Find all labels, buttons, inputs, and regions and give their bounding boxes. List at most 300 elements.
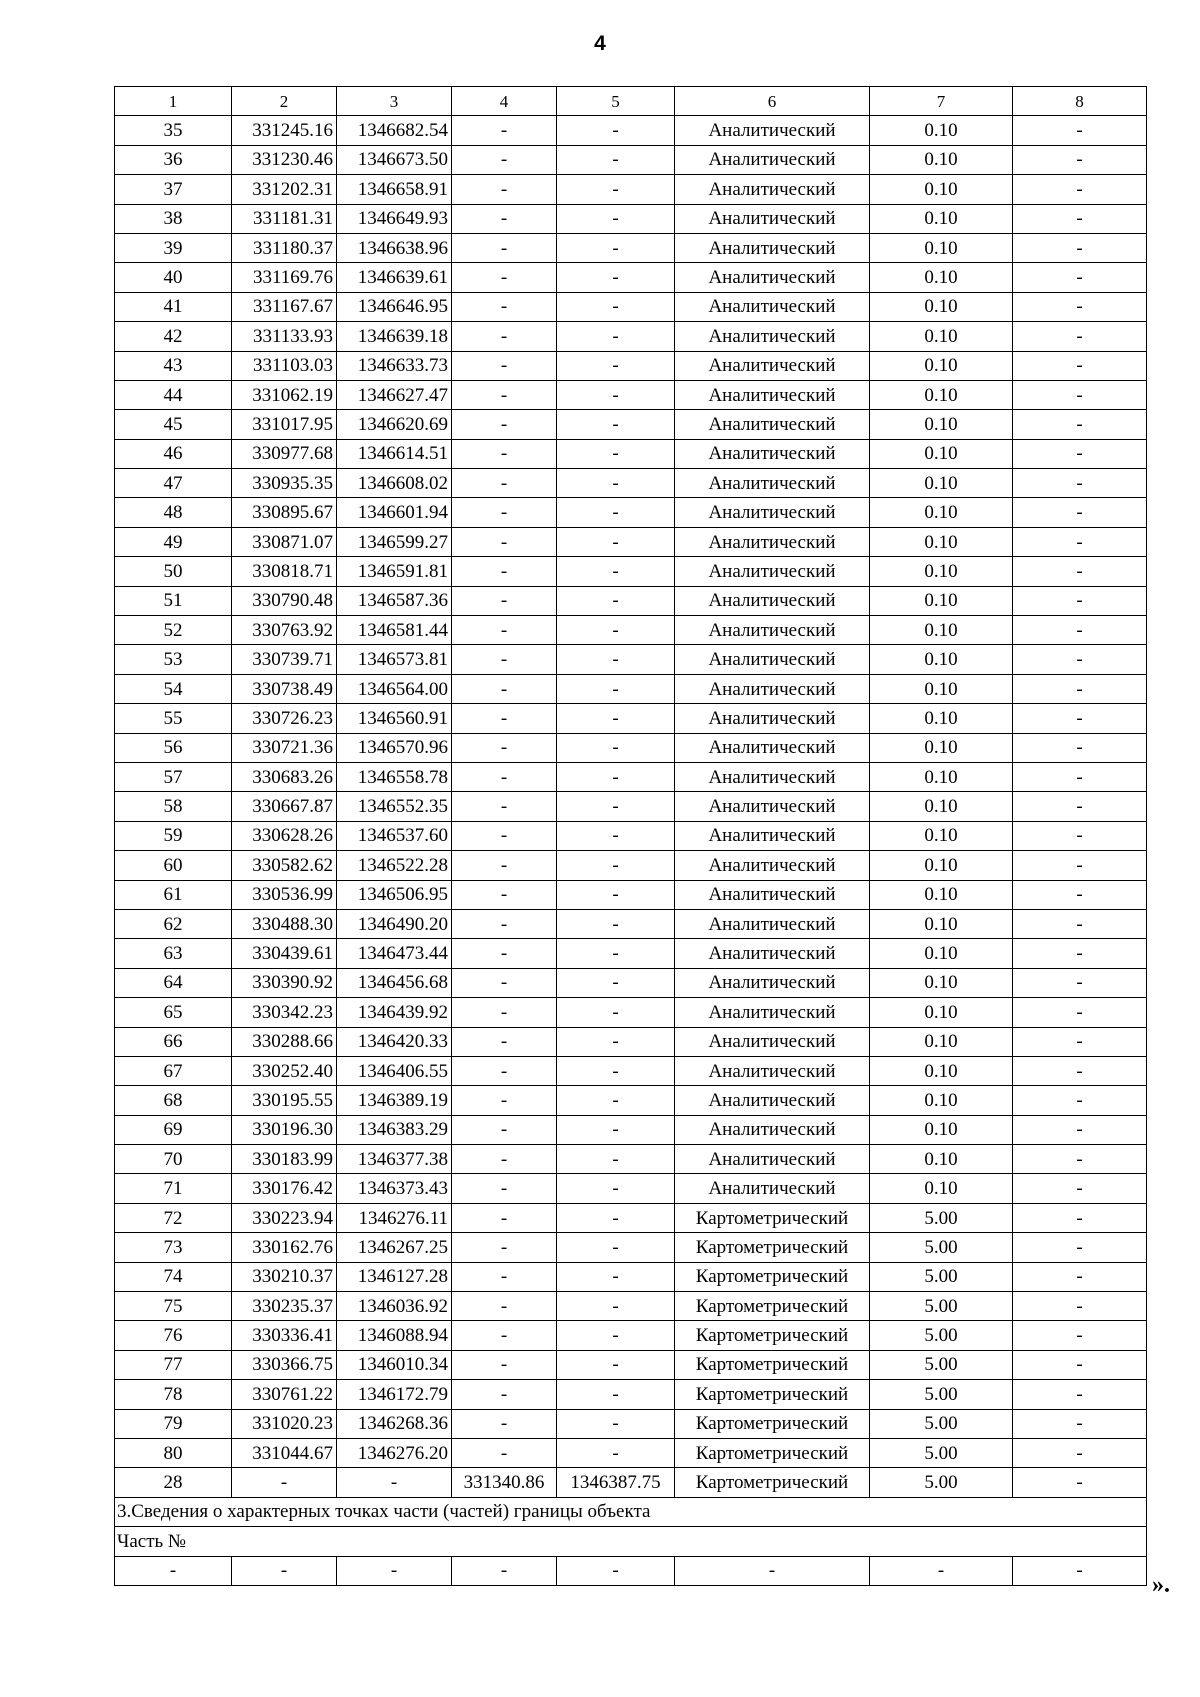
table-cell: 0.10 [870,116,1013,145]
table-cell: 61 [115,880,232,909]
table-cell: - [1013,439,1147,468]
table-cell: Аналитический [675,674,870,703]
table-cell: 1346633.73 [337,351,452,380]
table-cell: 0.10 [870,616,1013,645]
table-cell: 1346268.36 [337,1409,452,1438]
table-cell: - [1013,909,1147,938]
table-cell: Аналитический [675,204,870,233]
table-cell: Аналитический [675,1086,870,1115]
column-header-cell: 8 [1013,87,1147,116]
table-cell: Аналитический [675,351,870,380]
table-cell: 1346036.92 [337,1292,452,1321]
table-cell: 48 [115,498,232,527]
table-cell: 1346383.29 [337,1115,452,1144]
column-header-cell: 1 [115,87,232,116]
last-row [115,1556,1147,1585]
table-cell: 0.10 [870,645,1013,674]
table-cell: 1346581.44 [337,616,452,645]
table-cell: 331181.31 [232,204,337,233]
table-cell: 44 [115,380,232,409]
table-cell: 1346614.51 [337,439,452,468]
table-cell: 1346537.60 [337,821,452,850]
table-cell: 74 [115,1262,232,1291]
table-cell: 1346570.96 [337,733,452,762]
table-cell: 78 [115,1380,232,1409]
table-cell: - [452,233,557,262]
table-cell: Аналитический [675,175,870,204]
table-cell: Картометрический [675,1409,870,1438]
table-cell: - [1013,1321,1147,1350]
table-row [115,998,1147,1027]
table-cell: - [452,1056,557,1085]
table-row [115,1468,1147,1497]
table-cell: - [557,616,675,645]
table-cell: Аналитический [675,439,870,468]
table-cell: - [452,762,557,791]
table-cell: Аналитический [675,909,870,938]
table-cell: - [1013,939,1147,968]
table-cell: 1346620.69 [337,410,452,439]
table-row [115,616,1147,645]
table-cell: Аналитический [675,380,870,409]
table-cell: 72 [115,1203,232,1232]
table-cell: 0.10 [870,527,1013,556]
table-cell: 1346587.36 [337,586,452,615]
table-cell: 70 [115,1145,232,1174]
table-cell: 57 [115,762,232,791]
table-row [115,1350,1147,1379]
table-cell: - [1013,645,1147,674]
table-cell: 1346638.96 [337,233,452,262]
table-cell: 331340.86 [452,1468,557,1497]
table-cell: 43 [115,351,232,380]
table-cell: 330895.67 [232,498,337,527]
table-cell: 1346552.35 [337,792,452,821]
table-cell: 330536.99 [232,880,337,909]
table-cell: - [1013,704,1147,733]
table-cell: 1346506.95 [337,880,452,909]
table-cell: - [1013,557,1147,586]
table-row [115,263,1147,292]
table-cell: - [452,1262,557,1291]
table-cell: 1346276.20 [337,1438,452,1467]
table-cell: - [1013,586,1147,615]
table-cell: 5.00 [870,1203,1013,1232]
table-row [115,498,1147,527]
table-cell: 330390.92 [232,968,337,997]
table-cell: - [557,292,675,321]
column-header-cell: 3 [337,87,452,116]
table-cell: Аналитический [675,792,870,821]
table-cell: - [557,204,675,233]
table-cell: Аналитический [675,1145,870,1174]
table-cell: 63 [115,939,232,968]
table-cell: Аналитический [675,1174,870,1203]
table-cell: - [557,1203,675,1232]
table-cell: - [1013,880,1147,909]
table-cell: - [452,351,557,380]
table-cell: 0.10 [870,145,1013,174]
table-cell: - [452,322,557,351]
table-cell: - [452,1203,557,1232]
table-cell: Аналитический [675,498,870,527]
table-cell: 45 [115,410,232,439]
table-cell: - [452,1145,557,1174]
table-cell: 330488.30 [232,909,337,938]
table-cell: - [1013,1233,1147,1262]
header-row [115,87,1147,116]
table-cell: - [557,1409,675,1438]
table-body [115,87,1147,1586]
table-cell: 66 [115,1027,232,1056]
table-cell: - [115,1556,232,1585]
table-cell: - [557,1115,675,1144]
table-cell: Картометрический [675,1468,870,1497]
table-cell: - [557,1438,675,1467]
table-row [115,586,1147,615]
table-cell: 331103.03 [232,351,337,380]
table-cell: - [1013,145,1147,174]
table-cell: 35 [115,116,232,145]
table-cell: 56 [115,733,232,762]
table-cell: - [1013,821,1147,850]
table-row [115,557,1147,586]
table-cell: Аналитический [675,1115,870,1144]
table-cell: 53 [115,645,232,674]
table-cell: 0.10 [870,410,1013,439]
table-cell: 38 [115,204,232,233]
table-cell: 65 [115,998,232,1027]
table-cell: 5.00 [870,1380,1013,1409]
table-cell: - [557,1350,675,1379]
table-cell: - [452,557,557,586]
table-cell: Аналитический [675,968,870,997]
table-cell: 0.10 [870,939,1013,968]
table-cell: - [337,1556,452,1585]
table-cell: - [1013,204,1147,233]
table-row [115,351,1147,380]
table-cell: - [1013,1292,1147,1321]
table-cell: - [452,674,557,703]
table-cell: - [557,1292,675,1321]
table-cell: - [1013,968,1147,997]
table-row [115,1115,1147,1144]
table-cell: 0.10 [870,998,1013,1027]
section-title-row-text: 3.Сведения о характерных точках части (частей) границы объекта [115,1497,1147,1526]
table-cell: 5.00 [870,1438,1013,1467]
table-cell: 1346387.75 [557,1468,675,1497]
table-cell: - [452,1115,557,1144]
table-cell: - [557,645,675,674]
table-cell: 0.10 [870,292,1013,321]
table-cell: 0.10 [870,175,1013,204]
table-cell: - [452,792,557,821]
table-cell: - [557,469,675,498]
table-cell: 37 [115,175,232,204]
table-cell: - [557,1174,675,1203]
table-cell: 5.00 [870,1409,1013,1438]
table-cell: Аналитический [675,998,870,1027]
table-cell: 5.00 [870,1292,1013,1321]
table-cell: - [557,1262,675,1291]
table-cell: Аналитический [675,616,870,645]
table-cell: 1346601.94 [337,498,452,527]
table-cell: - [1013,851,1147,880]
table-cell: Аналитический [675,851,870,880]
table-cell: - [557,1556,675,1585]
table-cell: - [452,1233,557,1262]
table-cell: 330738.49 [232,674,337,703]
table-cell: 0.10 [870,380,1013,409]
table-cell: - [557,968,675,997]
table-cell: 59 [115,821,232,850]
table-cell: - [557,322,675,351]
table-cell: 1346658.91 [337,175,452,204]
table-cell: - [1013,1409,1147,1438]
table-cell: 331180.37 [232,233,337,262]
table-row [115,851,1147,880]
table-row [115,1086,1147,1115]
table-cell: 0.10 [870,322,1013,351]
table-cell: 331017.95 [232,410,337,439]
table-cell: 1346389.19 [337,1086,452,1115]
table-row [115,1438,1147,1467]
table-cell: 331044.67 [232,1438,337,1467]
table-cell: 331202.31 [232,175,337,204]
table-cell: 73 [115,1233,232,1262]
table-cell: 330667.87 [232,792,337,821]
table-cell: - [452,175,557,204]
table-cell: 330790.48 [232,586,337,615]
table-row [115,1203,1147,1232]
table-cell: 0.10 [870,1027,1013,1056]
table-cell: - [452,204,557,233]
table-cell: - [1013,116,1147,145]
table-cell: 330871.07 [232,527,337,556]
table-cell: 0.10 [870,909,1013,938]
table-cell: - [557,704,675,733]
table-cell: 331020.23 [232,1409,337,1438]
table-cell: 1346649.93 [337,204,452,233]
table-cell: - [557,1145,675,1174]
table-cell: - [452,998,557,1027]
table-cell: 330223.94 [232,1203,337,1232]
table-cell: Аналитический [675,145,870,174]
table-cell: 80 [115,1438,232,1467]
table-cell: Картометрический [675,1292,870,1321]
table-row [115,410,1147,439]
table-cell: - [452,1027,557,1056]
table-cell: 79 [115,1409,232,1438]
table-row [115,1380,1147,1409]
table-cell: - [1013,762,1147,791]
table-cell: 1346591.81 [337,557,452,586]
table-cell: 60 [115,851,232,880]
table-cell: Аналитический [675,263,870,292]
table-row [115,322,1147,351]
table-row [115,909,1147,938]
table-cell: - [452,851,557,880]
table-cell: 1346682.54 [337,116,452,145]
table-row [115,733,1147,762]
table-cell: - [557,880,675,909]
table-cell: - [452,821,557,850]
table-cell: 47 [115,469,232,498]
table-cell: 69 [115,1115,232,1144]
table-cell: 1346439.92 [337,998,452,1027]
table-cell: 1346564.00 [337,674,452,703]
table-cell: 0.10 [870,469,1013,498]
table-row [115,145,1147,174]
table-cell: - [452,410,557,439]
table-cell: 1346627.47 [337,380,452,409]
table-cell: - [452,704,557,733]
table-cell: - [452,116,557,145]
table-row [115,880,1147,909]
table-cell: 330196.30 [232,1115,337,1144]
table-cell: 0.10 [870,586,1013,615]
table-cell: Картометрический [675,1438,870,1467]
table-cell: - [452,527,557,556]
table-cell: 0.10 [870,851,1013,880]
table-row [115,527,1147,556]
table-cell: 331133.93 [232,322,337,351]
table-cell: - [452,1438,557,1467]
table-cell: 75 [115,1292,232,1321]
table-cell: - [452,1350,557,1379]
table-row [115,792,1147,821]
table-cell: 1346276.11 [337,1203,452,1232]
table-cell: - [452,586,557,615]
table-cell: 0.10 [870,733,1013,762]
table-cell: 1346522.28 [337,851,452,880]
table-cell: - [557,439,675,468]
table-cell: Картометрический [675,1203,870,1232]
table-cell: - [452,145,557,174]
table-cell: 330761.22 [232,1380,337,1409]
table-cell: - [1013,674,1147,703]
table-cell: - [1013,1203,1147,1232]
table-cell: Аналитический [675,939,870,968]
table-cell: 0.10 [870,704,1013,733]
table-cell: - [452,939,557,968]
table-cell: 0.10 [870,880,1013,909]
table-cell: - [1013,616,1147,645]
table-cell: - [557,498,675,527]
table-cell: 330818.71 [232,557,337,586]
table-cell: 71 [115,1174,232,1203]
table-cell: 41 [115,292,232,321]
table-cell: - [452,733,557,762]
table-cell: - [452,1086,557,1115]
table-cell: 5.00 [870,1321,1013,1350]
table-cell: - [557,351,675,380]
table-cell: 330195.55 [232,1086,337,1115]
table-cell: 331167.67 [232,292,337,321]
table-cell: Аналитический [675,527,870,556]
table-cell: Картометрический [675,1350,870,1379]
table-cell: 58 [115,792,232,821]
table-cell: Аналитический [675,116,870,145]
table-row [115,116,1147,145]
table-cell: 1346010.34 [337,1350,452,1379]
table-cell: 331245.16 [232,116,337,145]
table-cell: 42 [115,322,232,351]
table-cell: 5.00 [870,1233,1013,1262]
table-cell: 1346490.20 [337,909,452,938]
closing-quote-mark: ». [1152,1572,1170,1598]
table-cell: Аналитический [675,1056,870,1085]
table-cell: - [557,263,675,292]
table-cell: 77 [115,1350,232,1379]
column-header-cell: 2 [232,87,337,116]
table-cell: 330252.40 [232,1056,337,1085]
table-cell: Аналитический [675,1027,870,1056]
table-cell: 330439.61 [232,939,337,968]
table-cell: 1346639.18 [337,322,452,351]
table-cell: 0.10 [870,1174,1013,1203]
table-cell: 0.10 [870,233,1013,262]
table-cell: 331169.76 [232,263,337,292]
table-cell: - [675,1556,870,1585]
table-cell: 39 [115,233,232,262]
table-cell: - [1013,263,1147,292]
table-cell: 330366.75 [232,1350,337,1379]
column-header-cell: 4 [452,87,557,116]
table-cell: - [557,1380,675,1409]
page-number: 4 [594,32,606,55]
table-row [115,1145,1147,1174]
table-cell: - [1013,351,1147,380]
table-cell: 330628.26 [232,821,337,850]
table-cell: 1346608.02 [337,469,452,498]
table-cell: Аналитический [675,557,870,586]
table-row [115,1056,1147,1085]
table-cell: - [1013,1262,1147,1291]
table-cell: - [452,439,557,468]
table-cell: - [557,380,675,409]
table-cell: - [557,1321,675,1350]
table-cell: - [452,469,557,498]
table-cell: - [452,645,557,674]
table-cell: 330183.99 [232,1145,337,1174]
table-row [115,821,1147,850]
table-row [115,1262,1147,1291]
table-cell: - [557,1056,675,1085]
table-cell: 5.00 [870,1350,1013,1379]
table-cell: 330739.71 [232,645,337,674]
table-cell: - [452,1174,557,1203]
table-cell: - [452,1556,557,1585]
table-cell: - [452,1292,557,1321]
table-cell: Картометрический [675,1233,870,1262]
table-cell: 0.10 [870,1115,1013,1144]
table-cell: 0.10 [870,351,1013,380]
table-cell: 331230.46 [232,145,337,174]
table-row [115,1027,1147,1056]
table-cell: Аналитический [675,292,870,321]
table-cell: - [1013,1115,1147,1144]
table-cell: 331062.19 [232,380,337,409]
table-cell: - [1013,1350,1147,1379]
table-cell: Аналитический [675,762,870,791]
table-cell: - [557,1233,675,1262]
table-cell: 330288.66 [232,1027,337,1056]
table-cell: 330582.62 [232,851,337,880]
table-row [115,439,1147,468]
table-cell: - [557,792,675,821]
table-cell: - [452,498,557,527]
